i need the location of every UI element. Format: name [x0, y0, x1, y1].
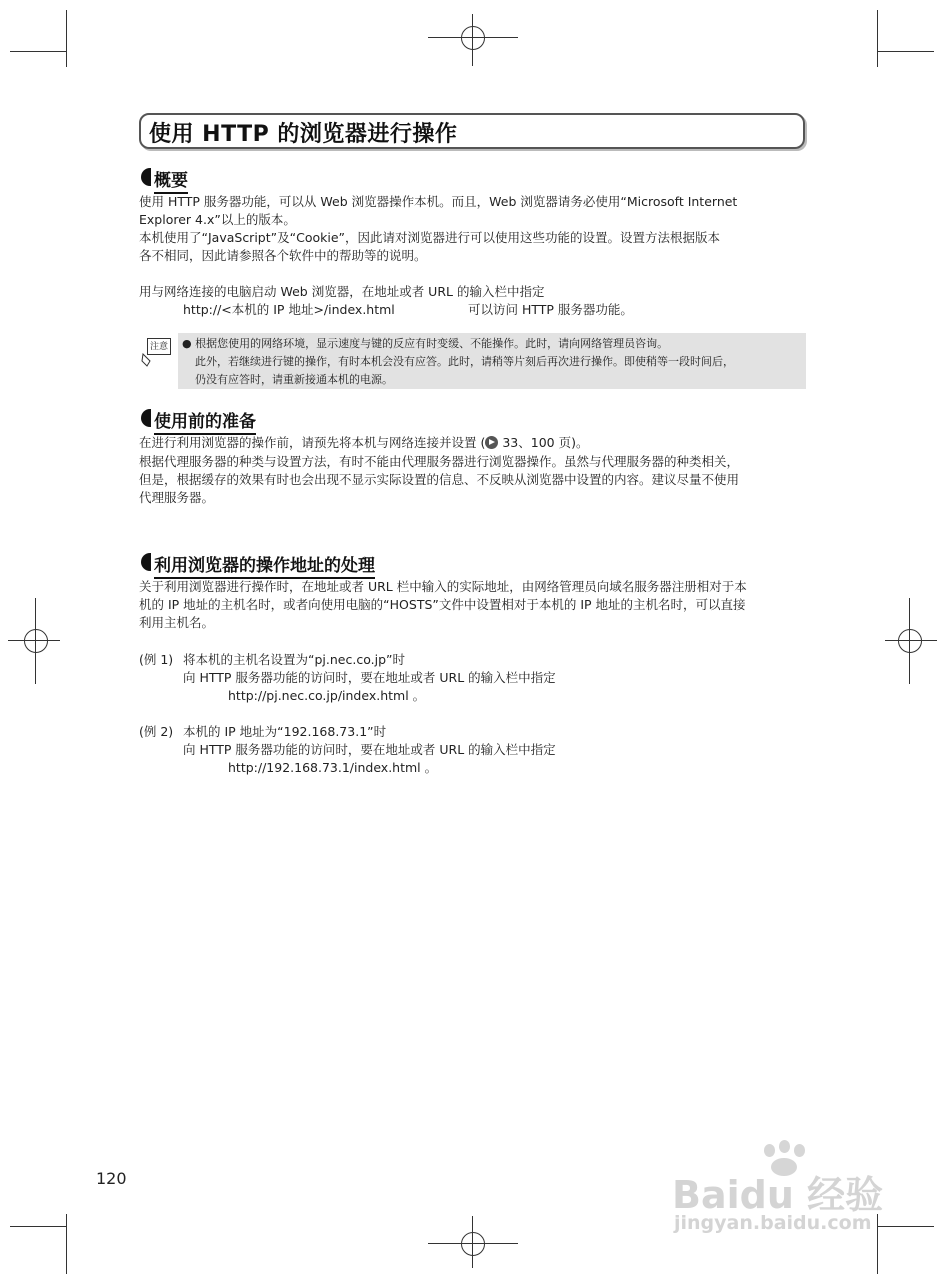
- note-line: 此外，若继续进行键的操作，有时本机会没有应答。此时，请稍等片刻后再次进行操作。即使稍等一段时间后，: [195, 355, 734, 368]
- paragraph-line: 使用 HTTP 服务器功能，可以从 Web 浏览器操作本机。而且，Web 浏览器请务必使用“Microsoft Internet: [139, 194, 738, 209]
- paragraph-line: 用与网络连接的电脑启动 Web 浏览器，在地址或者 URL 的输入栏中指定: [139, 284, 545, 299]
- example-line: 向 HTTP 服务器功能的访问时，要在地址或者 URL 的输入栏中指定: [183, 670, 556, 685]
- example-label: (例 1): [139, 652, 174, 667]
- watermark-brand: Baidu 经验: [672, 1173, 884, 1217]
- paw-icon: [794, 1144, 805, 1157]
- paragraph-line: 本机使用了“JavaScript”及“Cookie”，因此请对浏览器进行可以使用这些功能的设置。设置方法根据版本: [139, 230, 720, 245]
- heading-text: 使用前的准备: [154, 407, 256, 435]
- page-title: 使用 HTTP 的浏览器进行操作: [149, 122, 458, 147]
- example-line: 本机的 IP 地址为“192.168.73.1”时: [183, 724, 387, 739]
- heading-marker-icon: [141, 409, 151, 427]
- paragraph-line: 机的 IP 地址的主机名时，或者向使用电脑的“HOSTS”文件中设置相对于本机的 IP 地址的主机名时，可以直接: [139, 597, 746, 612]
- paw-icon: [779, 1140, 790, 1153]
- example-url: http://pj.nec.co.jp/index.html 。: [228, 688, 426, 703]
- paragraph-line: 但是，根据缓存的效果有时也会出现不显示实际设置的信息、不反映从浏览器中设置的内容。建议尽量不使用: [139, 472, 740, 487]
- paragraph-line: 代理服务器。: [139, 490, 215, 505]
- heading-text: 概要: [154, 166, 188, 194]
- note-icon-label: 注意: [147, 338, 171, 355]
- paragraph-line: Explorer 4.x”以上的版本。: [139, 212, 296, 227]
- paragraph-line: 各不相同，因此请参照各个软件中的帮助等的说明。: [139, 248, 427, 263]
- example-label: (例 2): [139, 724, 174, 739]
- heading-marker-icon: [141, 168, 151, 186]
- page-reference-icon: [485, 436, 498, 449]
- text-segment: 33、100 页)。: [498, 435, 589, 450]
- url-example: http://<本机的 IP 地址>/index.html: [183, 302, 395, 317]
- paragraph-line: 关于利用浏览器进行操作时，在地址或者 URL 栏中输入的实际地址，由网络管理员向域名服务器注册相对于本: [139, 579, 747, 594]
- note-icon: [141, 338, 173, 368]
- paragraph-line: [139, 434, 588, 452]
- heading-marker-icon: [141, 553, 151, 571]
- heading-text: 利用浏览器的操作地址的处理: [154, 551, 375, 579]
- pointing-hand-icon: [141, 352, 155, 368]
- note-line: ● 根据您使用的网络环境，显示速度与键的反应有时变缓、不能操作。此时，请向网络管理员咨询。: [182, 337, 669, 350]
- watermark: [672, 1140, 887, 1240]
- paragraph-line: 利用主机名。: [139, 615, 215, 630]
- text-segment: 在进行利用浏览器的操作前，请预先将本机与网络连接并设置 (: [139, 435, 486, 450]
- paragraph-line: 根据代理服务器的种类与设置方法，有时不能由代理服务器进行浏览器操作。虽然与代理服务器的种类相关，: [139, 454, 740, 469]
- page-number: 120: [96, 1169, 127, 1188]
- paw-icon: [764, 1144, 775, 1157]
- note-line: 仍没有应答时，请重新接通本机的电源。: [195, 373, 393, 386]
- example-url: http://192.168.73.1/index.html 。: [228, 760, 438, 775]
- example-line: 向 HTTP 服务器功能的访问时，要在地址或者 URL 的输入栏中指定: [183, 742, 556, 757]
- example-line: 将本机的主机名设置为“pj.nec.co.jp”时: [183, 652, 405, 667]
- url-result: 可以访问 HTTP 服务器功能。: [468, 302, 633, 317]
- watermark-site: jingyan.baidu.com: [674, 1212, 872, 1234]
